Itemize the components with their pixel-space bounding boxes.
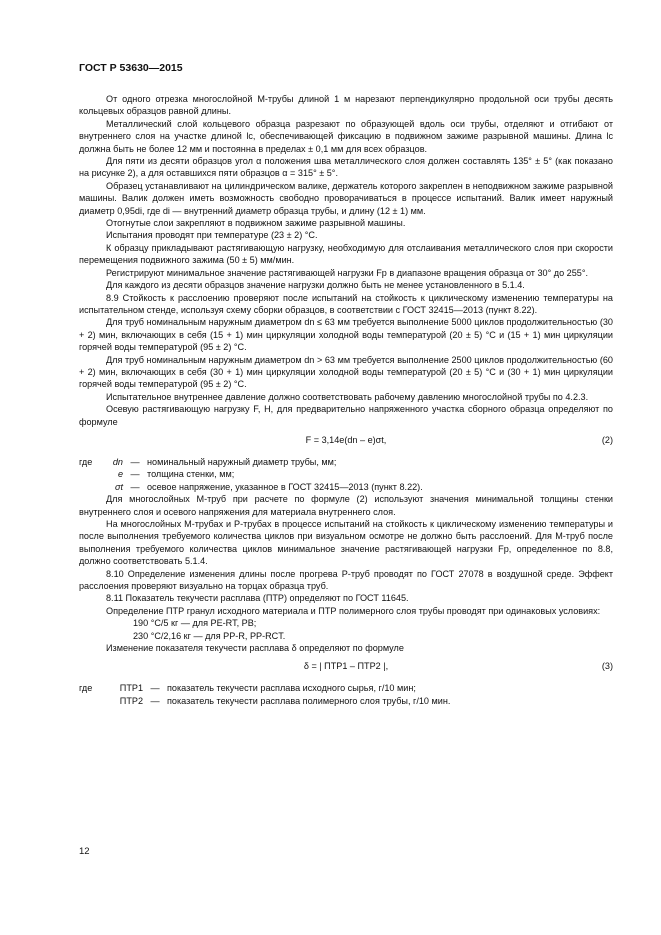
definition-lead: где (79, 683, 93, 694)
definition-text: толщина стенки, мм; (147, 469, 235, 480)
formula-3-expression: δ = | ПТР1 – ПТР2 |, (303, 661, 389, 672)
paragraph: Испытания проводят при температуре (23 ± 2) °С. (106, 230, 318, 241)
definition-text: осевое напряжение, указанное в ГОСТ 32415—2013 (пункт 8.22). (147, 481, 423, 492)
paragraph: Изменение показателя текучести расплава δ определяют по формуле (106, 643, 404, 654)
definition-row (79, 456, 613, 468)
formula-2-definitions (79, 456, 613, 493)
paragraph: Металлический слой кольцевого образца разрезают по образующей вдоль оси трубы, отделяют и отгибают от внутреннего слоя на участке длиной lc, обеспечивающей фиксацию в подвижном зажиме разрывной машины. Длина lc должна быть не более 12 мм и постоянна в пределах ± 0,1 мм для всех образцов. (79, 118, 613, 154)
paragraph: Для труб номинальным наружным диаметром dn > 63 мм требуется выполнение 2500 циклов продолжительностью (60 + 2) мин, включающих в себя (30 + 1) мин циркуляции холодной воды температурой (20 ± 5) °С и (30 + 1) мин циркуляции горячей воды температурой (95 ± 2) °С. (79, 354, 613, 390)
paragraph: Для многослойных М-труб при расчете по формуле (2) используют значения минимальной толщины стенки внутреннего слоя и осевого напряжения для материала внутреннего слоя. (79, 494, 613, 517)
definition-text: показатель текучести расплава исходного сырья, г/10 мин; (167, 683, 416, 694)
paragraph: Осевую растягивающую нагрузку F, Н, для предварительно напряженного участка сборного образца определяют по формуле (79, 404, 613, 427)
paragraph: От одного отрезка многослойной М-трубы длиной 1 м нарезают перпендикулярно продольной оси трубы десять кольцевых образцов равной длины. (79, 94, 613, 117)
paragraph: На многослойных М-трубах и Р-трубах в процессе испытаний на стойкость к циклическому изменению температуры и после выполнения требуемого количества циклов при визуальном осмотре не должно быть расслоений. Для М-труб после выполнения требуемого количества циклов минимальное значение растягивающей нагрузки Fp, определенное по 8.8, должно соответствовать 5.1.4. (79, 519, 613, 567)
paragraph: Регистрируют минимальное значение растягивающей нагрузки Fp в диапазоне вращения образца от 30° до 255°. (106, 267, 588, 278)
definition-lead: где (79, 456, 93, 467)
definition-row (79, 682, 613, 694)
definition-text: показатель текучести расплава полимерного слоя трубы, г/10 мин. (167, 695, 451, 706)
definition-symbol: ПТР1 (119, 683, 143, 694)
paragraph: Для труб номинальным наружным диаметром dn ≤ 63 мм требуется выполнение 5000 циклов продолжительностью (30 + 2) мин, включающих в себя (15 + 1) мин циркуляции холодной воды температурой (20 ± 5) °С и (15 + 1) мин циркуляции горячей воды температурой (95 ± 2) °С. (79, 317, 613, 353)
definition-dash: — (150, 683, 160, 694)
definition-dash: — (150, 695, 160, 706)
formula-3 (79, 658, 613, 676)
definition-symbol: ПТР2 (119, 695, 143, 706)
formula-2-expression: F = 3,14e(dn – e)σt, (305, 434, 387, 445)
definition-text: номинальный наружный диаметр трубы, мм; (147, 456, 337, 467)
definition-symbol: e (117, 469, 123, 480)
definition-dash: — (130, 469, 140, 480)
document-body (79, 93, 613, 707)
formula-3-number: (3) (601, 661, 613, 672)
formula-2 (79, 432, 613, 450)
definition-row (79, 695, 613, 707)
condition-item: 230 °С/2,16 кг — для PP-R, PP-RCT. (133, 630, 286, 641)
paragraph: Определение ПТР гранул исходного материала и ПТР полимерного слоя трубы проводят при одинаковых условиях: (106, 605, 601, 616)
section-8-10: 8.10 Определение изменения длины после прогрева Р-труб проводят по ГОСТ 27078 в воздушной среде. Эффект расслоения проверяют визуально на торцах образца труб. (79, 568, 613, 592)
definition-row (79, 481, 613, 493)
paragraph: Для каждого из десяти образцов значение нагрузки должно быть не менее установленного в 5.1.4. (106, 280, 525, 291)
paragraph: Отогнутые слои закрепляют в подвижном зажиме разрывной машины. (106, 218, 406, 229)
section-8-9: 8.9 Стойкость к расслоению проверяют после испытаний на стойкость к циклическому изменению температуры на испытательном стенде, используя схему сборки образцов, в соответствии с ГОСТ 32415—2013 (пункт 8.22). (79, 292, 613, 315)
definition-symbol: dn (112, 456, 123, 467)
section-8-11: 8.11 Показатель текучести расплава (ПТР) определяют по ГОСТ 11645. (106, 593, 409, 604)
paragraph: Испытательное внутреннее давление должно соответствовать рабочему давлению многослойной трубы по 4.2.3. (106, 391, 589, 402)
definition-dash: — (130, 481, 140, 492)
definition-row (79, 468, 613, 480)
document-header: ГОСТ Р 53630—2015 (79, 62, 183, 74)
definition-dash: — (130, 456, 140, 467)
formula-3-definitions (79, 682, 613, 707)
formula-2-number: (2) (601, 434, 613, 445)
paragraph: Образец устанавливают на цилиндрическом валике, держатель которого закреплен в неподвижном зажиме разрывной машины. Валик должен иметь возможность свободно проворачиваться в процессе испытаний. Валик имеет наружный диаметр 0,95di, где di — внутренний диаметр образца трубы, и длину (12 ± 1) мм. (79, 180, 613, 216)
condition-item: 190 °С/5 кг — для PE-RT, PB; (133, 618, 257, 629)
paragraph: К образцу прикладывают растягивающую нагрузку, необходимую для отслаивания металлического слоя при скорости перемещения подвижного зажима (50 ± 5) мм/мин. (79, 242, 613, 266)
definition-symbol: σt (114, 481, 123, 492)
paragraph: Для пяти из десяти образцов угол α положения шва металлического слоя должен составлять 135° ± 5° (как показано на рисунке 2), а для оставшихся пяти образцов α = 315° ± 5°. (79, 156, 613, 179)
page-number: 12 (79, 846, 90, 857)
